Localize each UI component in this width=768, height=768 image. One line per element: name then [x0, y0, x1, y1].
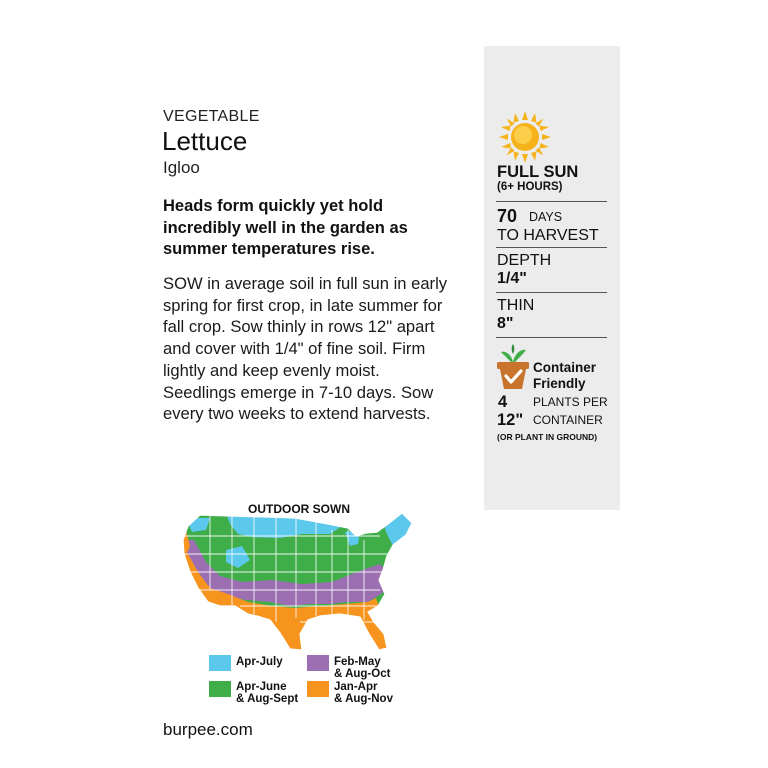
container-friendly-title: Container Friendly [533, 360, 597, 391]
legend-swatch-apr-june [209, 681, 231, 697]
pot-size: 12" [497, 411, 524, 429]
website-link[interactable]: burpee.com [163, 720, 253, 739]
sowing-zone-map [180, 510, 420, 655]
legend-swatch-apr-july [209, 655, 231, 671]
category-label: VEGETABLE [163, 108, 260, 125]
days-to-harvest-number: 70 [497, 206, 518, 226]
variety-name: Igloo [163, 158, 200, 177]
thin-value: 8" [497, 315, 514, 332]
headline: Heads form quickly yet hold incredibly well in the garden as summer temperatures rise. [163, 197, 408, 258]
sun-requirement: FULL SUN [497, 163, 579, 181]
divider [496, 292, 607, 293]
legend-label-jan-apr: Jan-Apr & Aug-Nov [334, 681, 393, 705]
divider [496, 247, 607, 248]
legend-label-feb-may: Feb-May & Aug-Oct [334, 656, 391, 680]
legend-label-apr-june: Apr-June & Aug-Sept [236, 681, 299, 705]
divider [496, 337, 607, 338]
depth-label: DEPTH [497, 252, 552, 269]
sun-icon [498, 110, 552, 164]
harvest-label: TO HARVEST [497, 227, 599, 244]
pot-label: CONTAINER [533, 413, 603, 427]
days-unit: DAYS [529, 210, 563, 224]
ground-note: (OR PLANT IN GROUND) [497, 432, 598, 442]
legend-label-apr-july: Apr-July [236, 656, 283, 668]
sun-hours: (6+ HOURS) [497, 181, 563, 193]
legend-swatch-feb-may [307, 655, 329, 671]
map-title: OUTDOOR SOWN [248, 502, 350, 516]
legend-swatch-jan-apr [307, 681, 329, 697]
depth-value: 1/4" [497, 270, 527, 287]
sowing-description: SOW in average soil in full sun in early spring for first crop, in late summer for fall crop. Sow thinly in rows 12" apart and cover with 1/4" of fine soil. Firm lightly and keep evenly moist. Seedlings emerge in 7-10 days. Sow every two weeks to extend harvests. [163, 274, 448, 424]
container-pot-icon [496, 342, 530, 390]
plant-name: Lettuce [162, 126, 248, 156]
divider [496, 201, 607, 202]
plants-label: PLANTS PER [533, 395, 608, 409]
thin-label: THIN [497, 297, 535, 314]
plants-number: 4 [498, 393, 508, 411]
